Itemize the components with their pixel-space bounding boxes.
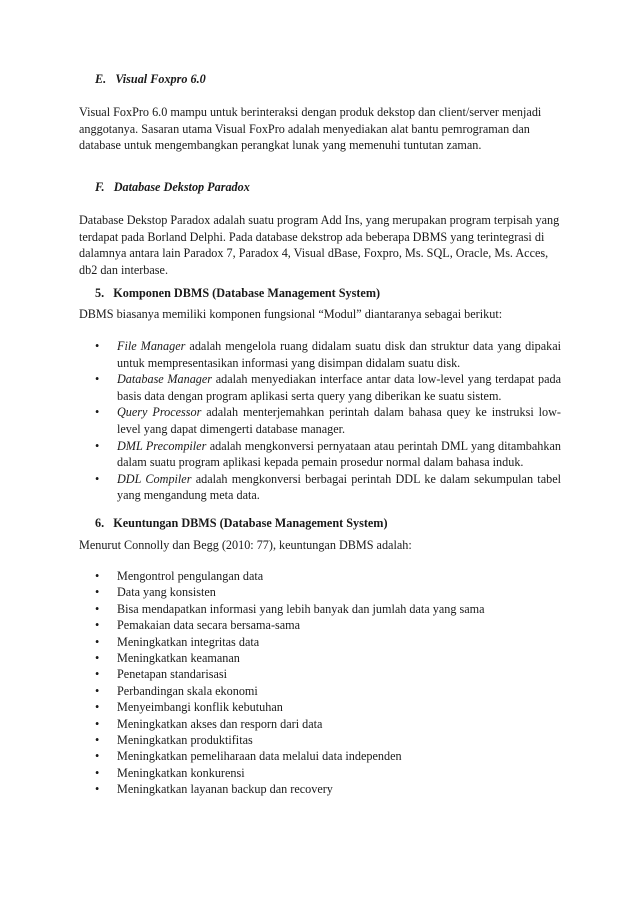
list-item [79,716,561,732]
benefit-text: Meningkatkan pemeliharaan data melalui data independen [117,749,402,764]
list-item [79,438,561,471]
list-item [79,666,561,682]
component-desc: adalah mengkonversi pernyataan atau perintah DML yang ditambahkan dalam suatu program aplikasi kepada pemain prosedur normal dalam bahasa induk. [117,438,561,470]
benefit-text: Meningkatkan akses dan resporn dari data [117,716,323,731]
section-6-intro: Menurut Connolly dan Begg (2010: 77), keuntungan DBMS adalah: [79,538,412,552]
component-term: Database Manager [117,372,213,387]
benefit-text: Meningkatkan konkurensi [117,765,245,780]
component-desc: adalah mengelola ruang didalam suatu disk dan struktur data yang dipakai untuk mempresentasikan informasi yang disimpan didalam suatu disk. [117,339,561,370]
list-item [79,568,561,584]
list-item [79,732,561,748]
list-item [79,617,561,633]
benefit-text: Bisa mendapatkan informasi yang lebih banyak dan jumlah data yang sama [117,601,485,616]
section-f-body: Database Dekstop Paradox adalah suatu program Add Ins, yang merupakan program terpisah yang terdapat pada Borland Delphi. Pada database dekstrop ada beberapa DBMS yang terintegrasi di dalamnya antara lain Paradox 7, Paradox 4, Visual dBase, Foxpro, Ms. SQL, Oracle, Ms. Acces, db2 dan interbase. [79,213,560,277]
list-item [79,338,561,371]
list-item [79,781,561,797]
bullet: • [95,471,100,486]
bullet: • [95,716,100,731]
component-desc: adalah mengkonversi berbagai perintah DDL ke dalam sekumpulan tabel yang mengandung meta data. [117,471,561,503]
list-item [79,634,561,650]
list-item [79,650,561,666]
component-desc: adalah menterjemahkan perintah dalam bahasa quey ke instruksi low-level yang dapat dimengerti database manager. [117,405,561,436]
list-item [79,683,561,699]
list-item [79,371,561,404]
bullet: • [95,683,100,698]
benefit-text: Meningkatkan produktifitas [117,733,253,748]
bullet: • [95,782,100,797]
list-item [79,748,561,764]
bullet: • [95,405,100,420]
section-e-body: Visual FoxPro 6.0 mampu untuk berinteraksi dengan produk dekstop dan client/server menjadi anggotanya. Sasaran utama Visual FoxPro adalah menyediakan alat bantu pemrograman dan database untuk mengembangkan perangkat lunak yang memenuhi tuntutan zaman. [79,105,542,153]
benefit-list [79,568,561,798]
benefit-text: Mengontrol pengulangan data [117,569,264,583]
section-e-title: Visual Foxpro 6.0 [115,72,206,86]
bullet: • [95,700,100,715]
bullet: • [95,651,100,666]
benefit-text: Meningkatkan layanan backup dan recovery [117,782,333,797]
section-6-title: Keuntungan DBMS (Database Management System) [113,516,388,530]
component-list [79,338,561,504]
section-f-label: F. [95,180,105,194]
benefit-text: Meningkatkan keamanan [117,651,240,666]
component-term: File Manager [117,339,186,353]
bullet: • [95,733,100,748]
list-item [79,601,561,617]
list-item [79,584,561,600]
list-item [79,471,561,504]
section-f-heading [95,180,577,195]
bullet: • [95,585,100,600]
list-item [79,404,561,437]
component-desc: adalah menyediakan interface antar data low-level yang terdapat pada basis data dengan program aplikasi serta query yang diberikan ke suatu sistem. [117,372,561,403]
bullet: • [95,765,100,780]
bullet: • [95,438,100,453]
benefit-text: Menyeimbangi konflik kebutuhan [117,700,283,715]
section-e-label: E. [95,72,107,86]
bullet: • [95,667,100,682]
benefit-text: Meningkatkan integritas data [117,634,260,649]
section-5-intro: DBMS biasanya memiliki komponen fungsional “Modul” diantaranya sebagai berikut: [79,307,503,321]
list-item [79,765,561,781]
section-5-heading [95,286,577,301]
section-5-label: 5. [95,286,105,300]
list-item [79,699,561,715]
section-f-title: Database Dekstop Paradox [113,180,250,194]
benefit-text: Data yang konsisten [117,585,216,600]
benefit-text: Penetapan standarisasi [117,667,227,682]
component-term: Query Processor [117,405,202,420]
section-e-heading [95,72,577,87]
benefit-text: Pemakaian data secara bersama-sama [117,618,301,633]
bullet: • [95,601,100,616]
benefit-text: Perbandingan skala ekonomi [117,683,258,698]
section-6-heading [95,516,577,531]
bullet: • [95,569,100,583]
bullet: • [95,634,100,649]
bullet: • [95,618,100,633]
component-term: DDL Compiler [117,471,192,486]
component-term: DML Precompiler [117,438,207,453]
bullet: • [95,339,100,353]
section-6-label: 6. [95,516,105,530]
bullet: • [95,372,100,387]
section-5-title: Komponen DBMS (Database Management System) [113,286,381,300]
bullet: • [95,749,100,764]
